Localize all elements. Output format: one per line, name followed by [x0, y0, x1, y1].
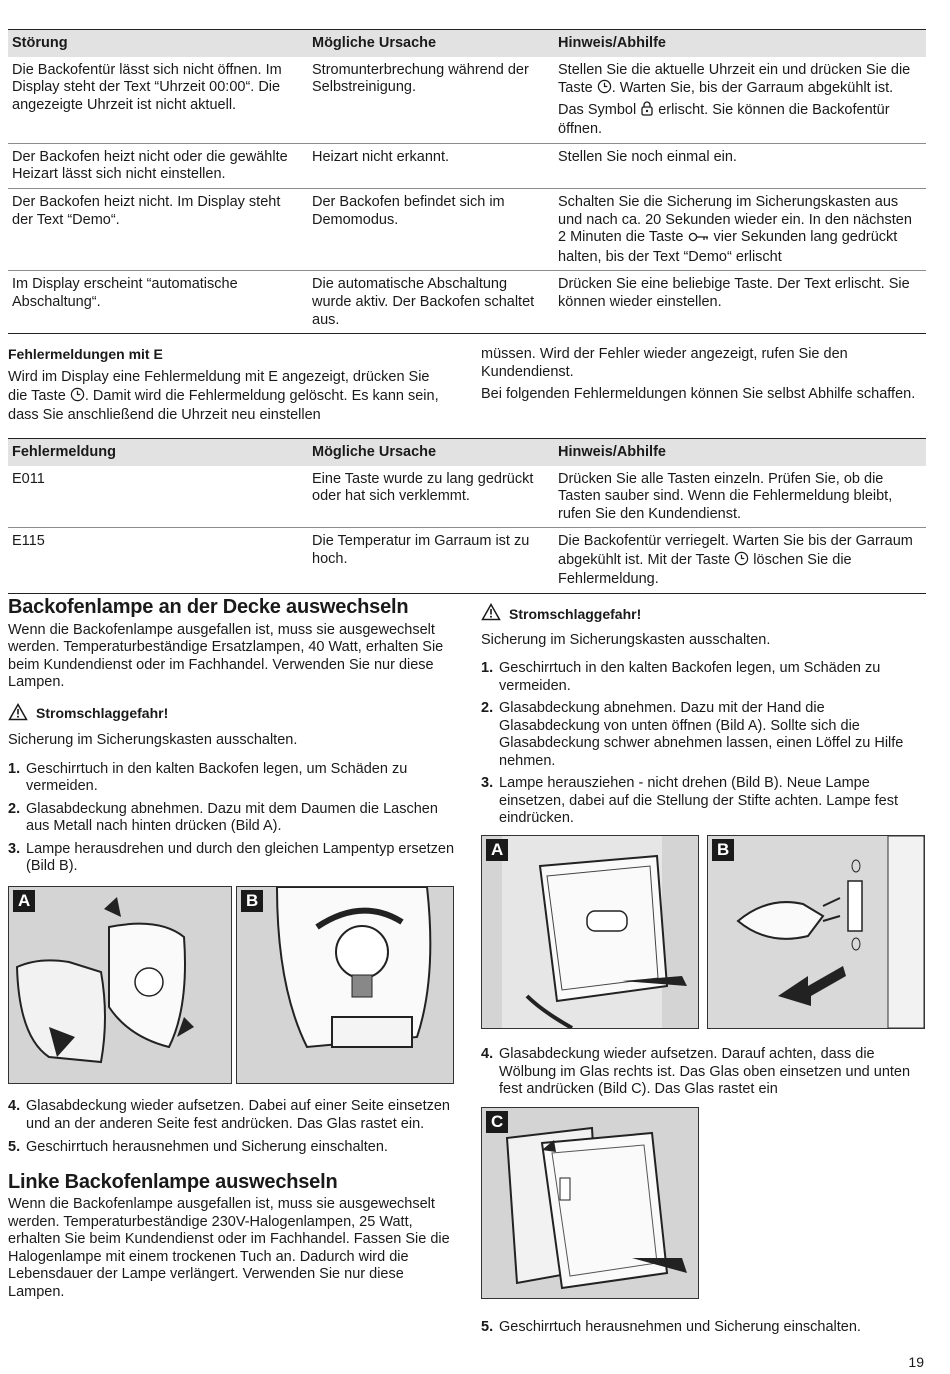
warning-label: Stromschlaggefahr!: [36, 705, 169, 721]
cell: E011: [12, 470, 45, 487]
fehler-text-a: Wird im Display eine Fehlermeldung mit E angezeigt, drücken Sie die Taste: [8, 369, 430, 404]
cell: Die automatische Abschaltung wurde aktiv. Der Backofen schaltet aus.: [308, 271, 554, 334]
fehler-paragraph-2: müssen. Wird der Fehler wieder angezeigt, rufen Sie den Kundendienst.: [481, 346, 848, 380]
figure-label: B: [241, 890, 263, 912]
col-header-hinweis: Hinweis/Abhilfe: [554, 439, 926, 466]
cell: E115: [8, 528, 308, 594]
warning-triangle-icon: [481, 603, 501, 626]
col-header-ursache: Mögliche Ursache: [308, 439, 554, 466]
step-number: 3.: [8, 840, 21, 857]
list-item: [481, 660, 926, 695]
step-text: Geschirrtuch in den kalten Backofen legen, um Schäden zu vermeiden.: [26, 760, 408, 794]
list-item: [8, 841, 456, 876]
fehler-paragraph-1: [8, 369, 448, 425]
warning-triangle-icon: [8, 703, 28, 726]
intro-paragraph: Wenn die Backofenlampe ausgefallen ist, muss sie ausgewechselt werden. Temperaturbeständige 230V-Halogenlampen, 25 Watt, erhalten Sie beim Kundendienst oder im Fachhandel. Fassen Sie die Halogenlampe mit einem trockenen Tuch an. Dadurch wird die Lebensdauer der Lampe verlängert. Verwenden Sie nur diese Lampen.: [8, 1196, 450, 1300]
illustration-a-side-lamp: [481, 835, 699, 1029]
cell: Heizart nicht erkannt.: [308, 143, 554, 188]
step-text: Lampe herausziehen - nicht drehen (Bild B). Neue Lampe einsetzen, dabei auf die Stellung der Stifte achten. Lampe fest eindrücken.: [499, 775, 899, 826]
cell: Der Backofen heizt nicht. Im Display steht der Text “Demo“.: [8, 189, 308, 271]
list-item: [481, 775, 926, 828]
lock-icon: [640, 100, 654, 122]
col-header-hinweis: Hinweis/Abhilfe: [554, 30, 926, 57]
table-row: [8, 271, 926, 334]
right-step-5: [481, 1319, 926, 1337]
cell: Im Display erscheint “automatische Abschaltung“.: [8, 271, 308, 334]
illustration-b-ceiling-lamp: [236, 886, 454, 1084]
list-item: [8, 801, 456, 836]
step-number: 2.: [481, 700, 494, 716]
warning: [481, 603, 926, 626]
step-number: 3.: [481, 775, 494, 791]
clock-icon: [597, 79, 612, 100]
left-column-top: [8, 596, 456, 876]
step-text: Glasabdeckung wieder aufsetzen. Darauf achten, dass die Wölbung im Glas rechts ist. Das Glas oben einsetzen und unten fest andrücken (Bild C). Das Glas rastet ein: [499, 1046, 911, 1097]
table-row: [8, 466, 926, 528]
clock-icon: [734, 551, 749, 572]
step-text: Glasabdeckung wieder aufsetzen. Dabei auf einer Seite einsetzen und an der anderen Seite fest andrücken. Das Glas rastet ein.: [26, 1098, 450, 1132]
warning: [8, 703, 456, 726]
cell: Stromunterbrechung während der Selbstreinigung.: [312, 61, 529, 96]
cell: Die Backofentür verriegelt. Warten Sie bis der Garraum abgekühlt ist. Mit der Taste löschen Sie die Fehlermeldung.: [554, 528, 926, 594]
illustration-b-side-lamp: [707, 835, 925, 1029]
col-header-ursache: Mögliche Ursache: [308, 30, 554, 57]
step-text: Lampe herausdrehen und durch den gleichen Lampentyp ersetzen (Bild B).: [26, 840, 455, 874]
list-item: [8, 1098, 456, 1133]
step-number: 5.: [8, 1139, 21, 1155]
cell: Drücken Sie alle Tasten einzeln. Prüfen Sie, ob die Tasten sauber sind. Wenn die Fehlermeldung bleibt, rufen Sie den Kundendienst.: [558, 470, 893, 522]
clock-icon: [70, 387, 85, 408]
col-header-stoerung: Störung: [8, 30, 308, 57]
list-item: [481, 1319, 926, 1337]
illustration-c-side-lamp: [481, 1107, 699, 1299]
step-number: 1.: [8, 760, 21, 777]
trouble-table: [8, 29, 926, 334]
key-icon: [688, 231, 710, 249]
warning-label: Stromschlaggefahr!: [509, 605, 642, 622]
step-text: Geschirrtuch herausnehmen und Sicherung einschalten.: [26, 1139, 388, 1155]
step-text: Geschirrtuch in den kalten Backofen legen, um Schäden zu vermeiden.: [499, 660, 881, 694]
cell: Die Backofentür lässt sich nicht öffnen. Im Display steht der Text “Uhrzeit 00:00“. Die angezeigte Uhrzeit ist nicht aktuell.: [12, 61, 282, 113]
step-text: Glasabdeckung abnehmen. Dazu mit dem Daumen die Laschen aus Metall nach hinten drücken (Bild A).: [26, 800, 438, 834]
page-number: 19: [908, 1354, 924, 1370]
cell: Der Backofen heizt nicht oder die gewählte Heizart lässt sich nicht einstellen.: [8, 143, 308, 188]
list-item: [8, 761, 456, 796]
list-item: [481, 1046, 926, 1099]
cell: Drücken Sie eine beliebige Taste. Der Text erlischt. Sie können wieder einstellen.: [554, 271, 926, 334]
list-item: [8, 1139, 456, 1157]
list-item: [481, 700, 926, 770]
cell: Schalten Sie die Sicherung im Sicherungskasten aus und nach ca. 20 Sekunden wieder ein. In den nächsten 2 Minuten die Taste vier Sekunden lang gedrückt halten, bis der Text “Demo“ erlischt: [554, 189, 926, 271]
section-title: Backofenlampe an der Decke auswechseln: [8, 596, 409, 618]
fehler-paragraph-3: Bei folgenden Fehlermeldungen können Sie selbst Abhilfe schaffen.: [481, 386, 916, 402]
warning-text: Sicherung im Sicherungskasten ausschalten.: [481, 631, 771, 648]
cell: Der Backofen befindet sich im Demomodus.: [308, 189, 554, 271]
fehler-title: Fehlermeldungen mit E: [8, 346, 163, 362]
steps-list: [8, 761, 456, 876]
right-column-top: [481, 603, 926, 828]
step-number: 4.: [481, 1046, 494, 1062]
cell: Stellen Sie noch einmal ein.: [554, 143, 926, 188]
step-text: Glasabdeckung abnehmen. Dazu mit der Hand die Glasabdeckung von unten öffnen (Bild A). Sollte sich die Glasabdeckung schwer abnehmen lassen, einen Löffel zu Hilfe nehmen.: [499, 700, 904, 769]
step-number: 2.: [8, 800, 21, 817]
figure-label: A: [486, 839, 508, 861]
cell: Die Temperatur im Garraum ist zu hoch.: [308, 528, 554, 594]
fehler-text-b: . Damit wird die Fehlermeldung gelöscht. Es kann sein, dass Sie anschließend die Uhrzeit neu einstellen: [8, 387, 439, 423]
figure-label: B: [712, 839, 734, 861]
step-number: 1.: [481, 660, 494, 676]
cell: Eine Taste wurde zu lang gedrückt oder hat sich verklemmt.: [312, 470, 534, 505]
step-number: 4.: [8, 1098, 21, 1114]
table-row: [8, 57, 926, 144]
intro-paragraph: Wenn die Backofenlampe ausgefallen ist, muss sie ausgewechselt werden. Temperaturbeständige Ersatzlampen, 40 Watt, erhalten Sie beim Kundendienst oder im Fachhandel. Verwenden Sie nur diese Lampen.: [8, 621, 444, 690]
table-row: [8, 143, 926, 188]
table-row: [8, 528, 926, 594]
steps-list: [481, 660, 926, 828]
error-table: [8, 438, 926, 594]
left-column-bottom: [8, 1098, 456, 1301]
section-title: Linke Backofenlampe auswechseln: [8, 1170, 338, 1193]
step-number: 5.: [481, 1319, 494, 1335]
step-text: Geschirrtuch herausnehmen und Sicherung einschalten.: [499, 1319, 861, 1335]
col-header-fehlermeldung: Fehlermeldung: [8, 439, 308, 466]
table-row: [8, 189, 926, 271]
illustration-a-ceiling-lamp: [8, 886, 232, 1084]
cell: Stellen Sie die aktuelle Uhrzeit ein und drücken Sie die Taste . Warten Sie, bis der Garraum abgekühlt ist. Das Symbol erlischt. Sie können die Backofentür öffnen.: [558, 61, 911, 138]
right-step-4: [481, 1046, 926, 1099]
warning-text: Sicherung im Sicherungskasten ausschalten.: [8, 732, 298, 748]
figure-label: A: [13, 890, 35, 912]
figure-label: C: [486, 1111, 508, 1133]
